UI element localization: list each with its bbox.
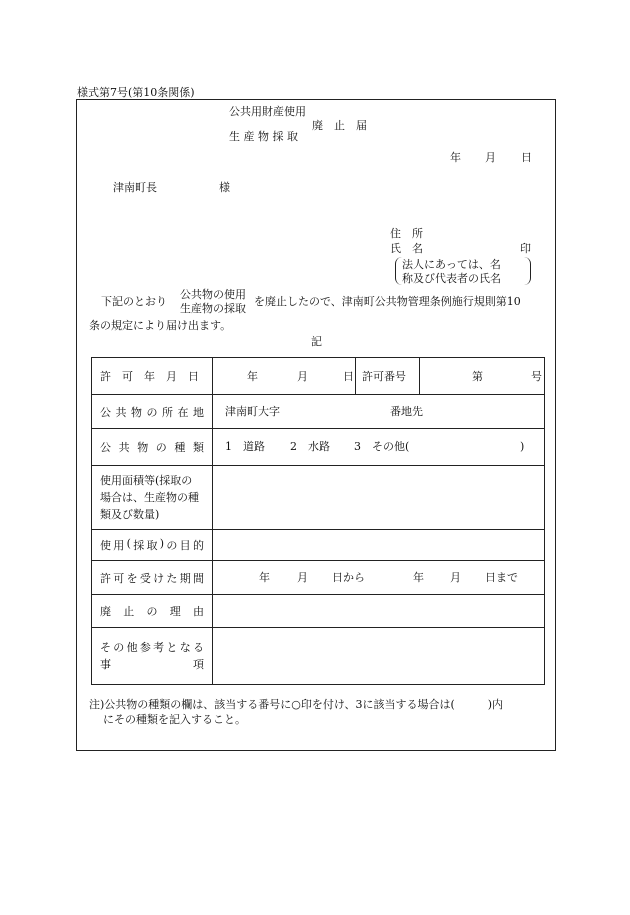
- table-row: [92, 395, 545, 429]
- title-line-abolition: 廃 止 届: [312, 119, 367, 132]
- area-label-line3: 類及び数量): [100, 508, 160, 521]
- type-option-close: ): [520, 440, 525, 453]
- location-field[interactable]: [213, 395, 545, 429]
- date-year: 年: [450, 151, 461, 164]
- table-row: [92, 595, 545, 628]
- corporation-note-bracket: [395, 257, 531, 285]
- type-option-road: 1 道路: [225, 440, 265, 453]
- body-option-use: 公共物の使用: [180, 288, 246, 301]
- type-label: 公 共 物 の 種 類: [92, 429, 213, 466]
- reason-label: 廃 止 の 理 由: [92, 595, 213, 628]
- body-line2: 条の規定により届け出ます。: [89, 319, 232, 332]
- corporation-note-line1: 法人にあっては、名: [402, 258, 501, 271]
- form-number-label: 様式第7号(第10条関係): [77, 86, 195, 99]
- area-label-line1: 使用面積等(採取の: [100, 474, 193, 487]
- permit-go: 号: [531, 370, 542, 383]
- title-line-harvest: 生 産 物 採 取: [229, 130, 298, 143]
- table-row: [92, 358, 545, 395]
- table-row: [92, 429, 545, 466]
- table-row: [92, 628, 545, 685]
- other-reference-line2-right: 項: [193, 658, 204, 671]
- permit-date-label: 許 可 年 月 日: [92, 358, 213, 395]
- table-row: [92, 561, 545, 595]
- addressee-name: 津南町長: [113, 181, 157, 194]
- permit-date-field[interactable]: [213, 358, 356, 395]
- period-end-month: 月: [450, 571, 461, 584]
- table-row: [92, 530, 545, 561]
- location-suffix: 番地先: [390, 405, 423, 418]
- location-label: 公 共 物 の 所 在 地: [92, 395, 213, 429]
- permit-day: 日: [343, 370, 354, 383]
- body-option-harvest: 生産物の採取: [180, 302, 246, 315]
- note-line1: 注)公共物の種類の欄は、該当する番号に○印を付け、3に該当する場合は( )内: [89, 698, 504, 711]
- title-line-use: 公共用財産使用: [229, 105, 306, 118]
- date-month: 月: [485, 151, 496, 164]
- period-end-day: 日まで: [485, 571, 518, 584]
- seal-mark: 印: [520, 242, 531, 255]
- area-label: [92, 466, 213, 530]
- permit-dai: 第: [472, 370, 483, 383]
- period-start-year: 年: [259, 571, 270, 584]
- ki-mark: 記: [311, 335, 322, 348]
- type-option-waterway: 2 水路: [290, 440, 330, 453]
- corporation-note-line2: 称及び代表者の氏名: [402, 272, 501, 285]
- note-line2: にその種類を記入すること。: [103, 713, 246, 726]
- reason-field[interactable]: [213, 595, 545, 628]
- period-field[interactable]: [213, 561, 545, 595]
- permit-number-field[interactable]: [420, 358, 545, 395]
- permit-year: 年: [247, 370, 258, 383]
- body-suffix: を廃止したので、津南町公共物管理条例施行規則第10: [254, 295, 521, 308]
- type-field[interactable]: [213, 429, 545, 466]
- table-row: [92, 466, 545, 530]
- purpose-field[interactable]: [213, 530, 545, 561]
- area-field[interactable]: [213, 466, 545, 530]
- details-table: [91, 357, 545, 685]
- period-start-month: 月: [297, 571, 308, 584]
- period-start-day: 日から: [332, 571, 365, 584]
- body-prefix: 下記のとおり: [101, 295, 167, 308]
- area-label-line2: 場合は、生産物の種: [100, 491, 199, 504]
- other-reference-line2-left: 事: [100, 658, 111, 671]
- location-prefix: 津南町大字: [225, 405, 280, 418]
- name-label: 氏 名: [390, 242, 423, 255]
- purpose-label: 使 用 ( 採 取 ) の 目 的: [92, 530, 213, 561]
- period-label: 許 可 を 受 け た 期 間: [92, 561, 213, 595]
- other-reference-field[interactable]: [213, 628, 545, 685]
- other-reference-label: [92, 628, 213, 685]
- date-day: 日: [521, 151, 532, 164]
- type-option-other: 3 その他(: [354, 440, 410, 453]
- period-end-year: 年: [413, 571, 424, 584]
- other-reference-line1: そ の 他 参 考 と な る: [100, 641, 204, 654]
- address-label: 住 所: [390, 227, 423, 240]
- addressee-honorific: 様: [219, 181, 230, 194]
- permit-month: 月: [297, 370, 308, 383]
- permit-number-label: 許可番号: [356, 358, 420, 395]
